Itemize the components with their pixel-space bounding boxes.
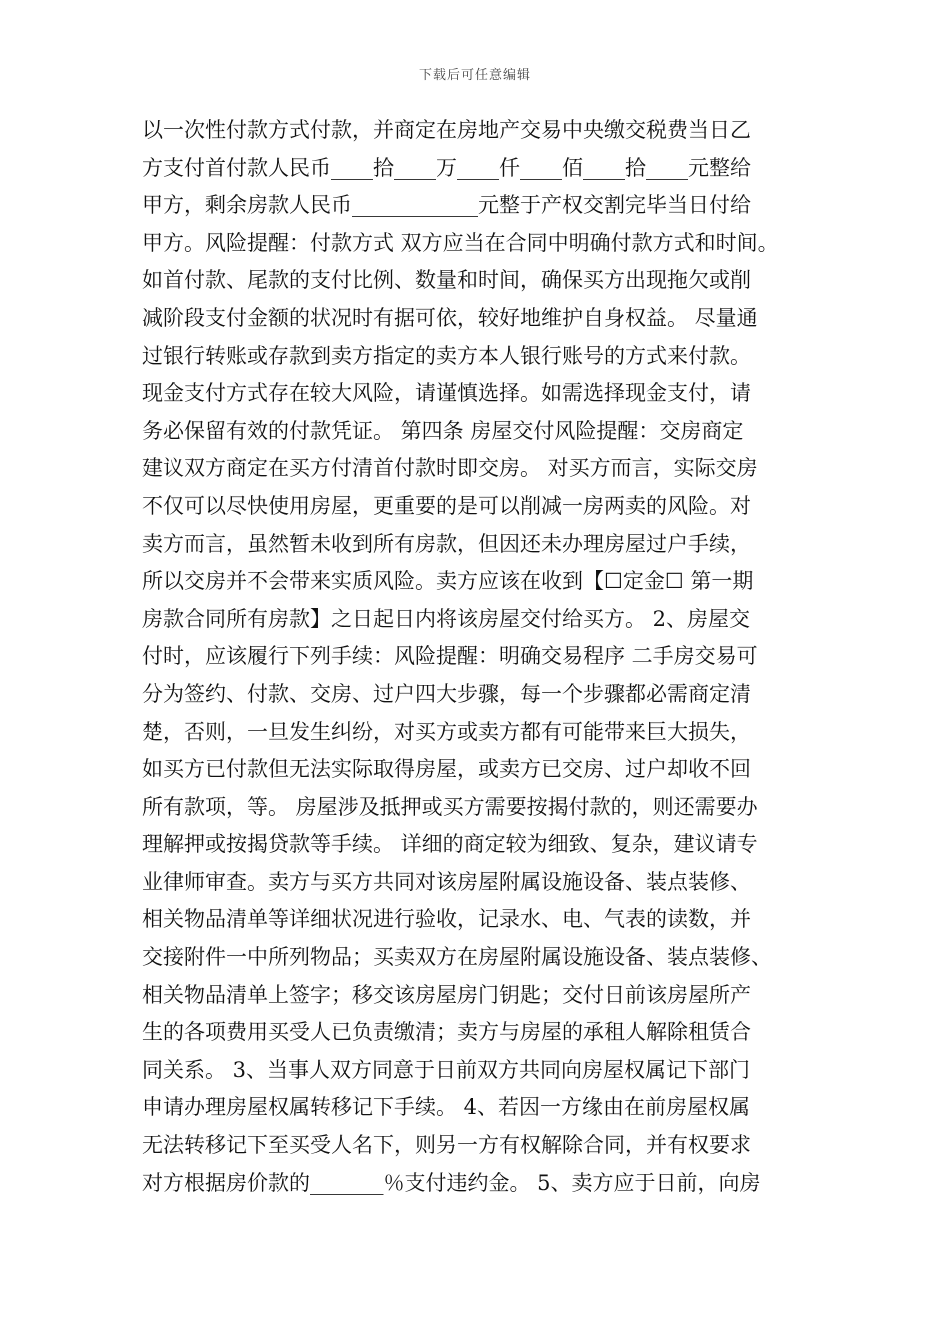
text-line: 卖方而言，虽然暂未收到所有房款，但因还未办理房屋过户手续， [142, 531, 751, 556]
document-body [142, 112, 832, 1202]
text-line: 对方根据房价款的_______％支付违约金。 5、卖方应于日前，向房 [142, 1170, 761, 1195]
text-line: 所有款项，等。 房屋涉及抵押或买方需要按揭付款的，则还需要办 [142, 794, 758, 819]
text-line: 相关物品清单上签字；移交该房屋房门钥匙；交付日前该房屋所产 [142, 982, 751, 1007]
text-line: 相关物品清单等详细状况进行验收，记录水、电、气表的读数，并 [142, 907, 751, 932]
text-line: 所以交房并不会带来实质风险。卖方应该在收到【☐定金☐ 第一期 [142, 569, 754, 594]
text-line: 甲方，剩余房款人民币____________元整于产权交割完毕当日付给 [142, 193, 751, 218]
text-line: 甲方。风险提醒：付款方式 双方应当在合同中明确付款方式和时间。 [142, 230, 779, 255]
text-line: 建议双方商定在买方付清首付款时即交房。 对买方而言，实际交房 [142, 456, 758, 481]
text-line: 交接附件一中所列物品；买卖双方在房屋附属设施设备、装点装修、 [142, 945, 772, 970]
text-line: 以一次性付款方式付款，并商定在房地产交易中央缴交税费当日乙 [142, 118, 751, 142]
page-header-note: 下载后可任意编辑 [418, 68, 531, 83]
text-line: 如首付款、尾款的支付比例、数量和时间，确保买方出现拖欠或削 [142, 268, 751, 293]
text-line: 楚，否则，一旦发生纠纷，对买方或卖方都有可能带来巨大损失， [142, 719, 751, 744]
text-line: 付时，应该履行下列手续：风险提醒：明确交易程序 二手房交易可 [142, 644, 758, 669]
text-line: 生的各项费用买受人已负责缴清；卖方与房屋的承租人解除租赁合 [142, 1020, 751, 1045]
text-line: 不仅可以尽快使用房屋，更重要的是可以削减一房两卖的风险。对 [142, 493, 751, 518]
text-line: 房款合同所有房款】之日起日内将该房屋交付给买方。 2、房屋交 [142, 606, 751, 631]
text-line: 减阶段支付金额的状况时有据可依，较好地维护自身权益。 尽量通 [142, 305, 758, 330]
text-line: 理解押或按揭贷款等手续。 详细的商定较为细致、复杂，建议请专 [142, 832, 758, 857]
text-line: 现金支付方式存在较大风险，请谨慎选择。如需选择现金支付，请 [142, 381, 751, 406]
text-line: 无法转移记下至买受人名下，则另一方有权解除合同，并有权要求 [142, 1133, 751, 1158]
text-line: 方支付首付款人民币____拾____万____仟____佰____拾____元整给 [142, 155, 751, 180]
text-line: 分为签约、付款、交房、过户四大步骤，每一个步骤都必需商定清 [142, 681, 751, 706]
text-line: 申请办理房屋权属转移记下手续。 4、若因一方缘由在前房屋权属 [142, 1095, 751, 1120]
text-line: 同关系。 3、当事人双方同意于日前双方共同向房屋权属记下部门 [142, 1057, 751, 1082]
text-line: 务必保留有效的付款凭证。 第四条 房屋交付风险提醒：交房商定 [142, 418, 744, 443]
text-line: 过银行转账或存款到卖方指定的卖方本人银行账号的方式来付款。 [142, 343, 751, 368]
text-line: 业律师审查。卖方与买方共同对该房屋附属设施设备、装点装修、 [142, 869, 751, 894]
text-line: 如买方已付款但无法实际取得房屋，或卖方已交房、过户却收不回 [142, 757, 751, 782]
